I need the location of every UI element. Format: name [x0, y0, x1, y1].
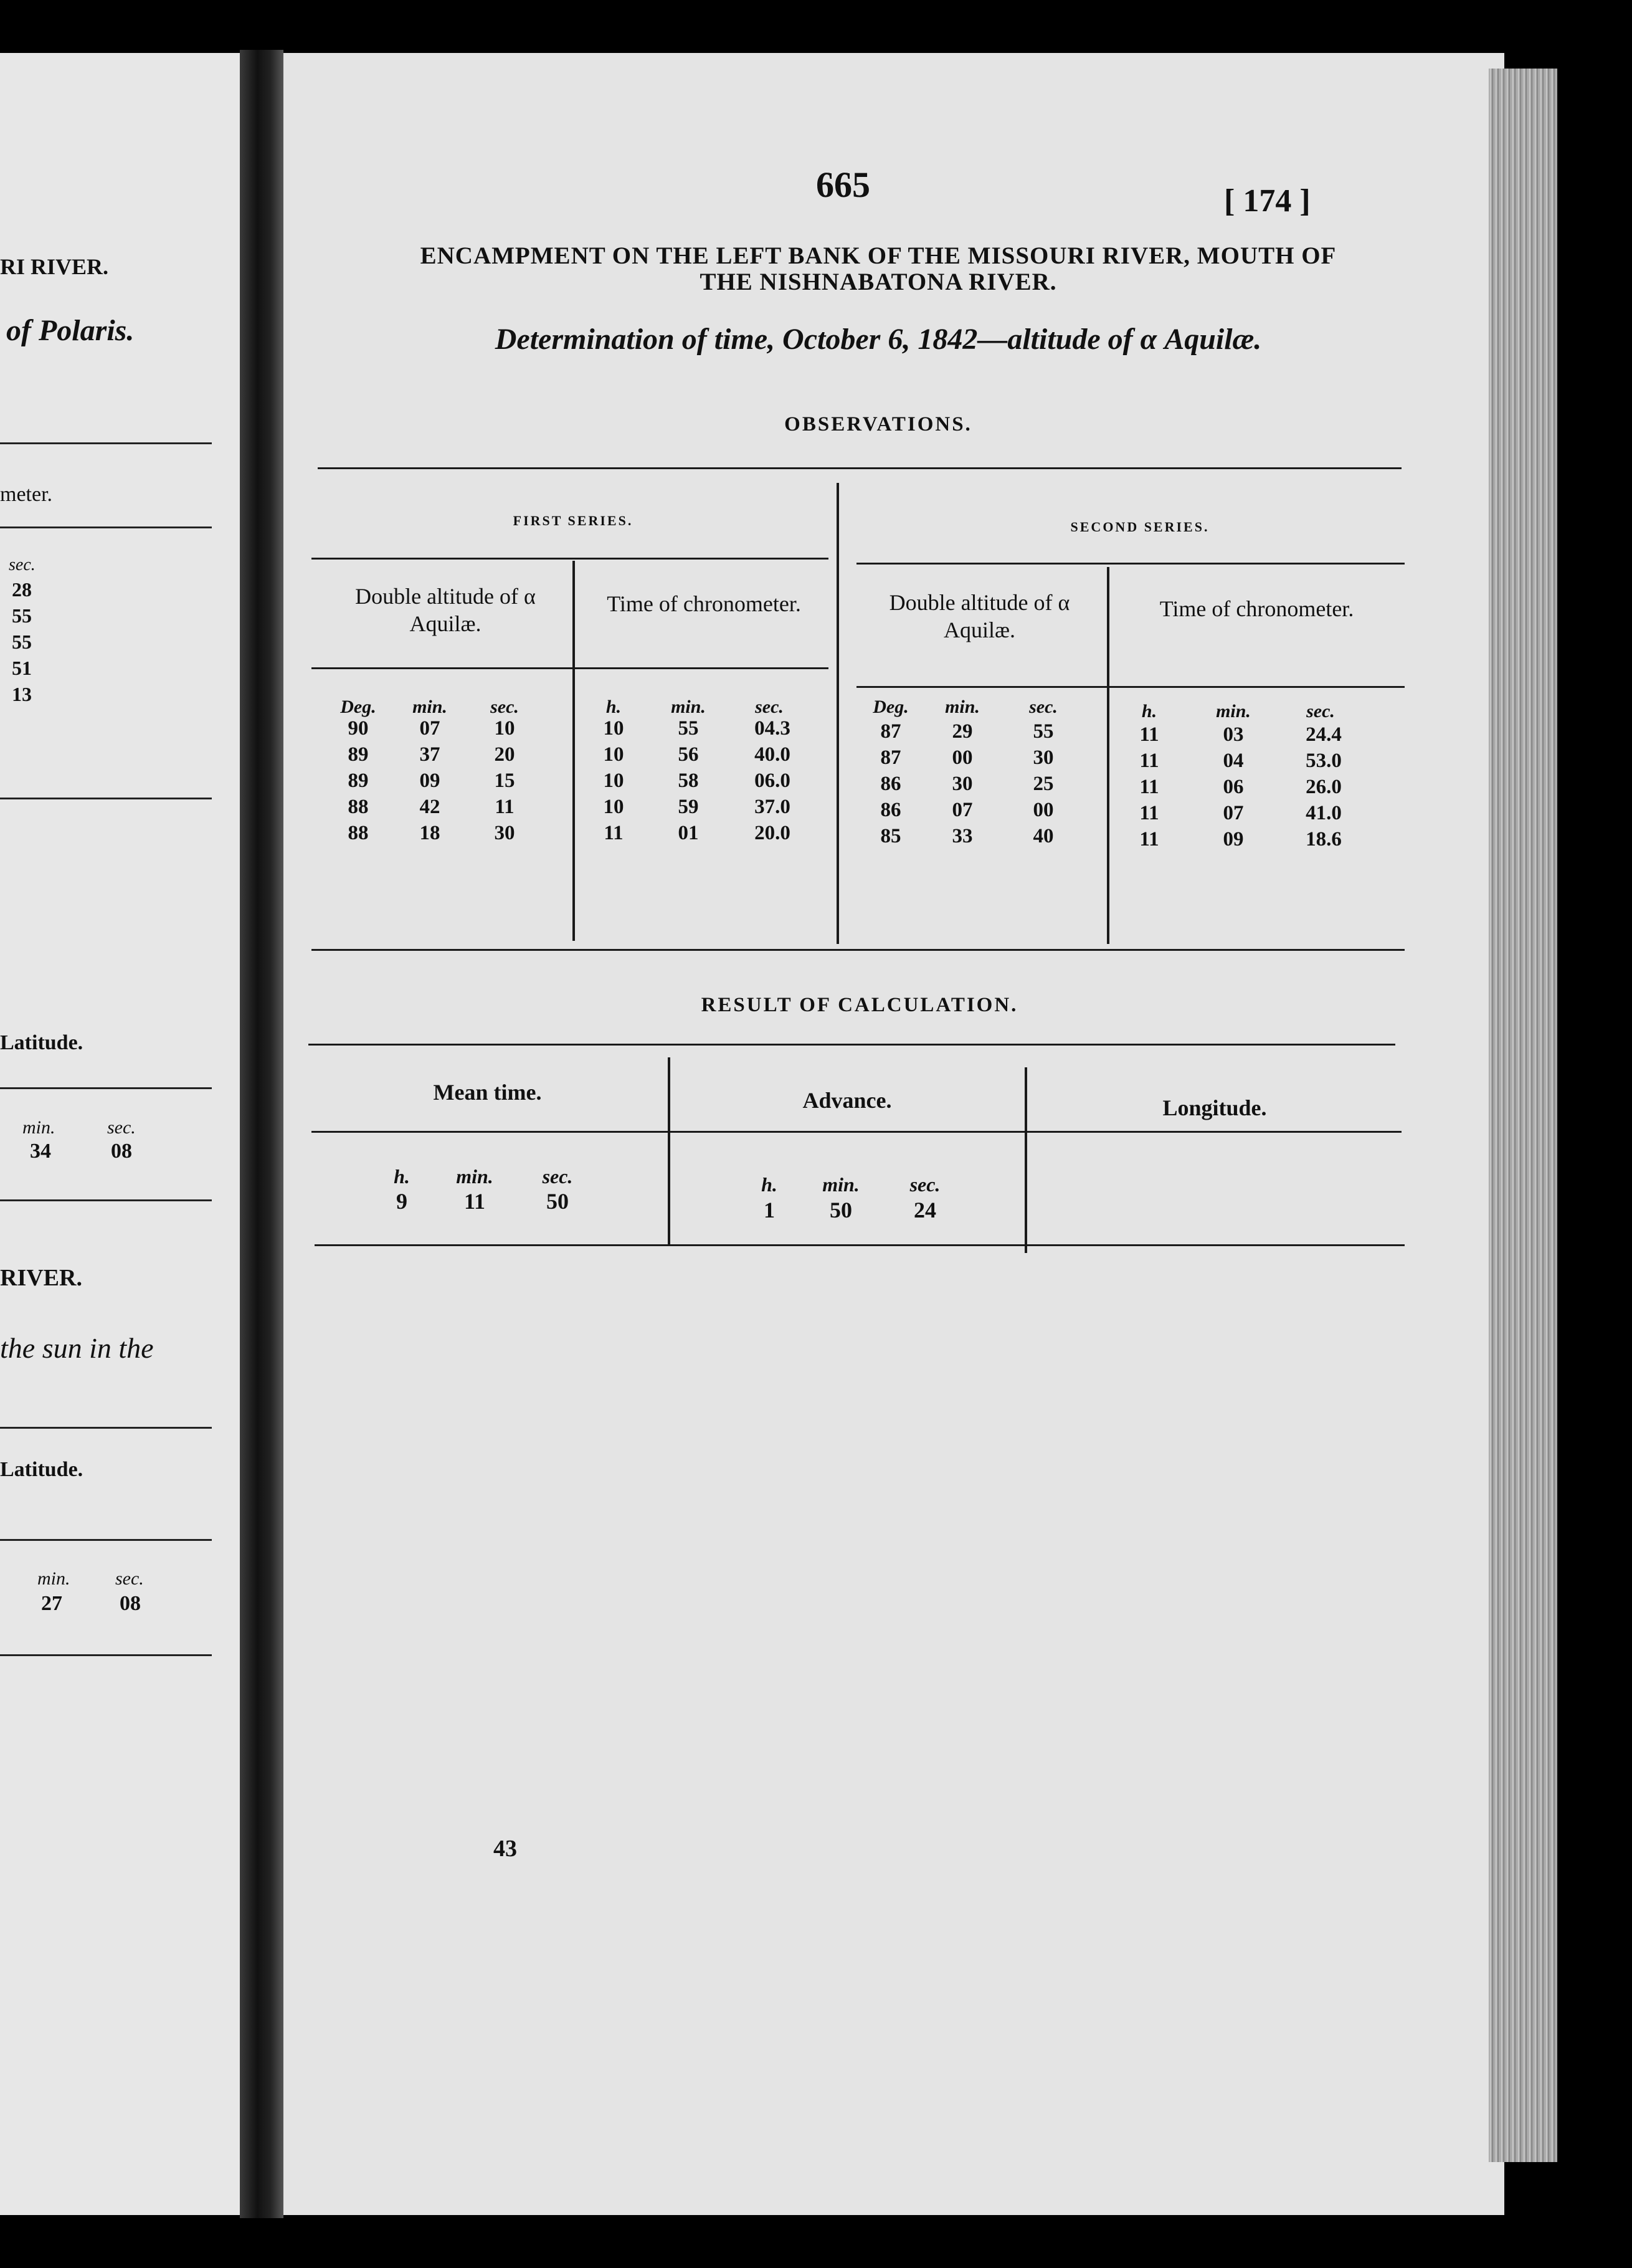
table-cell: 86 [880, 799, 901, 821]
left-lat1-sec-label: sec. [107, 1117, 136, 1138]
table-cell: 10 [603, 743, 624, 766]
left-rule [0, 798, 212, 799]
left-sun-fragment: the sun in the [0, 1332, 154, 1364]
left-lat1-sec: 08 [111, 1140, 132, 1163]
first-time-title: Time of chronometer. [607, 591, 801, 616]
advance-sec-value: 24 [914, 1198, 936, 1222]
table-cell: 30 [1033, 746, 1054, 769]
mean-h-value: 9 [396, 1189, 407, 1214]
page-number: 665 [816, 164, 870, 205]
title-line-2: THE NISHNABATONA RIVER. [700, 269, 1057, 295]
table-cell: 24.4 [1306, 723, 1342, 746]
second-tmin-column [1212, 722, 1255, 852]
left-sec-column [6, 576, 37, 707]
advance-sec-unit: sec. [909, 1173, 941, 1196]
table-cell: 03 [1223, 723, 1244, 746]
table-cell: 88 [348, 796, 369, 818]
left-lat1-min-label: min. [22, 1117, 55, 1138]
left-lat2-sec: 08 [120, 1592, 141, 1615]
left-subtitle-fragment: of Polaris. [6, 314, 135, 347]
result-bottom-rule [315, 1244, 1405, 1246]
left-heading-fragment: RI RIVER. [0, 254, 109, 279]
second-tsec-unit: sec. [1306, 701, 1335, 722]
left-lat2-min: 27 [41, 1592, 62, 1615]
table-cell: 90 [348, 717, 369, 740]
second-series-label: SECOND SERIES. [1070, 519, 1210, 535]
observations-heading: OBSERVATIONS. [784, 413, 972, 436]
table-cell: 18.6 [1306, 828, 1342, 850]
table-cell: 87 [880, 720, 901, 743]
table-cell: 09 [1223, 828, 1244, 850]
first-series-rule [311, 558, 828, 560]
second-series-rule [856, 563, 1405, 565]
table-cell: 01 [678, 822, 699, 844]
result-divider-2 [1025, 1067, 1027, 1253]
second-tmin-unit: min. [1216, 701, 1251, 722]
table-cell: 55 [1033, 720, 1054, 743]
table-cell: 04.3 [754, 717, 790, 740]
subtitle: Determination of time, October 6, 1842—altitude of α Aquilæ. [495, 323, 1262, 356]
left-sec-cell: 13 [12, 683, 32, 705]
first-deg-unit: Deg. [340, 697, 376, 717]
second-deg-column [866, 718, 916, 849]
first-altmin-column [408, 715, 452, 846]
table-cell: 11 [1139, 828, 1159, 850]
second-altsec-column [1022, 718, 1065, 849]
table-cell: 10 [603, 717, 624, 740]
left-page [0, 53, 240, 2215]
table-cell: 11 [604, 822, 624, 844]
result-heading: RESULT OF CALCULATION. [701, 994, 1018, 1016]
table-cell: 10 [603, 770, 624, 792]
left-sec-cell: 55 [12, 631, 32, 653]
table-cell: 40 [1033, 825, 1054, 847]
first-series-col-divider [572, 561, 575, 941]
table-cell: 10 [494, 717, 515, 740]
first-tmin-unit: min. [671, 697, 706, 717]
title-line-1: ENCAMPMENT ON THE LEFT BANK OF THE MISSOURI RIVER, MOUTH OF [420, 242, 1337, 269]
table-cell: 59 [678, 796, 699, 818]
table-cell: 33 [952, 825, 973, 847]
mean-time-label: Mean time. [433, 1080, 542, 1105]
table-cell: 56 [678, 743, 699, 766]
left-rule [0, 1427, 212, 1429]
mean-sec-value: 50 [546, 1189, 569, 1214]
second-altsec-unit: sec. [1029, 697, 1058, 717]
first-h-unit: h. [605, 697, 622, 717]
second-series-header-rule [856, 686, 1405, 688]
table-cell: 20.0 [754, 822, 790, 844]
table-cell: 20 [494, 743, 515, 766]
bracket-page-number: [ 174 ] [1224, 183, 1311, 219]
table-cell: 53.0 [1306, 750, 1342, 772]
table-cell: 85 [880, 825, 901, 847]
book-gutter [240, 50, 283, 2218]
advance-label: Advance. [802, 1088, 892, 1113]
left-sec-cell: 55 [12, 604, 32, 627]
table-cell: 55 [678, 717, 699, 740]
left-lat2-min-label: min. [37, 1568, 70, 1589]
mean-h-unit: h. [394, 1165, 410, 1188]
page-edges [1489, 69, 1557, 2162]
table-cell: 41.0 [1306, 802, 1342, 824]
table-cell: 07 [952, 799, 973, 821]
series-divider [837, 483, 839, 944]
first-tmin-column [667, 715, 710, 846]
result-header-rule [311, 1131, 1402, 1133]
advance-min-unit: min. [822, 1173, 860, 1196]
advance-h-value: 1 [764, 1198, 775, 1222]
table-cell: 09 [419, 770, 440, 792]
left-latitude-label: Latitude. [0, 1031, 83, 1054]
advance-h-unit: h. [761, 1173, 777, 1196]
table-cell: 29 [952, 720, 973, 743]
table-cell: 89 [348, 743, 369, 766]
second-altmin-unit: min. [945, 697, 980, 717]
mean-min-unit: min. [456, 1165, 493, 1188]
table-cell: 87 [880, 746, 901, 769]
left-lat2-sec-label: sec. [115, 1568, 144, 1589]
first-tsec-column [741, 715, 804, 846]
left-rule [0, 1087, 212, 1089]
table-cell: 00 [952, 746, 973, 769]
table-cell: 06 [1223, 776, 1244, 798]
left-river-fragment: RIVER. [0, 1265, 82, 1291]
table-cell: 26.0 [1306, 776, 1342, 798]
table-cell: 88 [348, 822, 369, 844]
table-cell: 04 [1223, 750, 1244, 772]
first-series-header-rule [311, 667, 828, 669]
signature-number: 43 [493, 1836, 517, 1862]
left-rule [0, 1654, 212, 1656]
table-cell: 00 [1033, 799, 1054, 821]
mean-sec-unit: sec. [542, 1165, 573, 1188]
table-cell: 30 [952, 773, 973, 795]
table-cell: 89 [348, 770, 369, 792]
second-altitude-title: Double altitude of α Aquilæ. [889, 590, 1070, 642]
table-cell: 11 [1139, 723, 1159, 746]
first-series-label: FIRST SERIES. [513, 513, 633, 528]
table-cell: 15 [494, 770, 515, 792]
left-lat1-min: 34 [30, 1140, 51, 1163]
result-divider-1 [668, 1057, 670, 1244]
left-col-header-fragment: meter. [0, 483, 53, 506]
second-h-unit: h. [1141, 701, 1157, 722]
left-rule [0, 1539, 212, 1541]
second-altmin-column [941, 718, 984, 849]
table-cell: 37 [419, 743, 440, 766]
left-sec-cell: 28 [12, 578, 32, 601]
table-cell: 11 [1139, 802, 1159, 824]
advance-min-value: 50 [830, 1198, 852, 1222]
table-cell: 18 [419, 822, 440, 844]
result-top-rule [308, 1044, 1395, 1046]
left-rule [0, 442, 212, 444]
second-h-column [1131, 722, 1168, 852]
longitude-label: Longitude. [1162, 1095, 1267, 1120]
first-deg-column [336, 715, 380, 846]
table-cell: 11 [495, 796, 515, 818]
second-deg-unit: Deg. [873, 697, 909, 717]
left-sec-cell: 51 [12, 657, 32, 679]
table-cell: 07 [419, 717, 440, 740]
table-cell: 06.0 [754, 770, 790, 792]
left-rule [0, 1199, 212, 1201]
table-cell: 40.0 [754, 743, 790, 766]
second-tsec-column [1289, 722, 1358, 852]
left-rule [0, 526, 212, 528]
second-time-title: Time of chronometer. [1159, 596, 1354, 621]
mean-min-value: 11 [463, 1189, 485, 1214]
first-tsec-unit: sec. [755, 697, 784, 717]
first-altsec-unit: sec. [490, 697, 519, 717]
table-cell: 11 [1139, 750, 1159, 772]
table-cell: 07 [1223, 802, 1244, 824]
right-page [283, 53, 1504, 2215]
table-cell: 25 [1033, 773, 1054, 795]
table-bottom-rule [311, 949, 1405, 951]
table-top-rule [318, 467, 1402, 469]
table-cell: 37.0 [754, 796, 790, 818]
first-altsec-column [483, 715, 526, 846]
second-series-col-divider [1107, 567, 1109, 944]
left-latitude-label-2: Latitude. [0, 1458, 83, 1481]
table-cell: 11 [1139, 776, 1159, 798]
first-altitude-title: Double altitude of α Aquilæ. [355, 584, 536, 636]
table-cell: 30 [494, 822, 515, 844]
first-h-column [592, 715, 635, 846]
table-cell: 42 [419, 796, 440, 818]
first-altmin-unit: min. [412, 697, 447, 717]
table-cell: 86 [880, 773, 901, 795]
table-cell: 58 [678, 770, 699, 792]
table-cell: 10 [603, 796, 624, 818]
left-sec-label: sec. [9, 555, 36, 574]
